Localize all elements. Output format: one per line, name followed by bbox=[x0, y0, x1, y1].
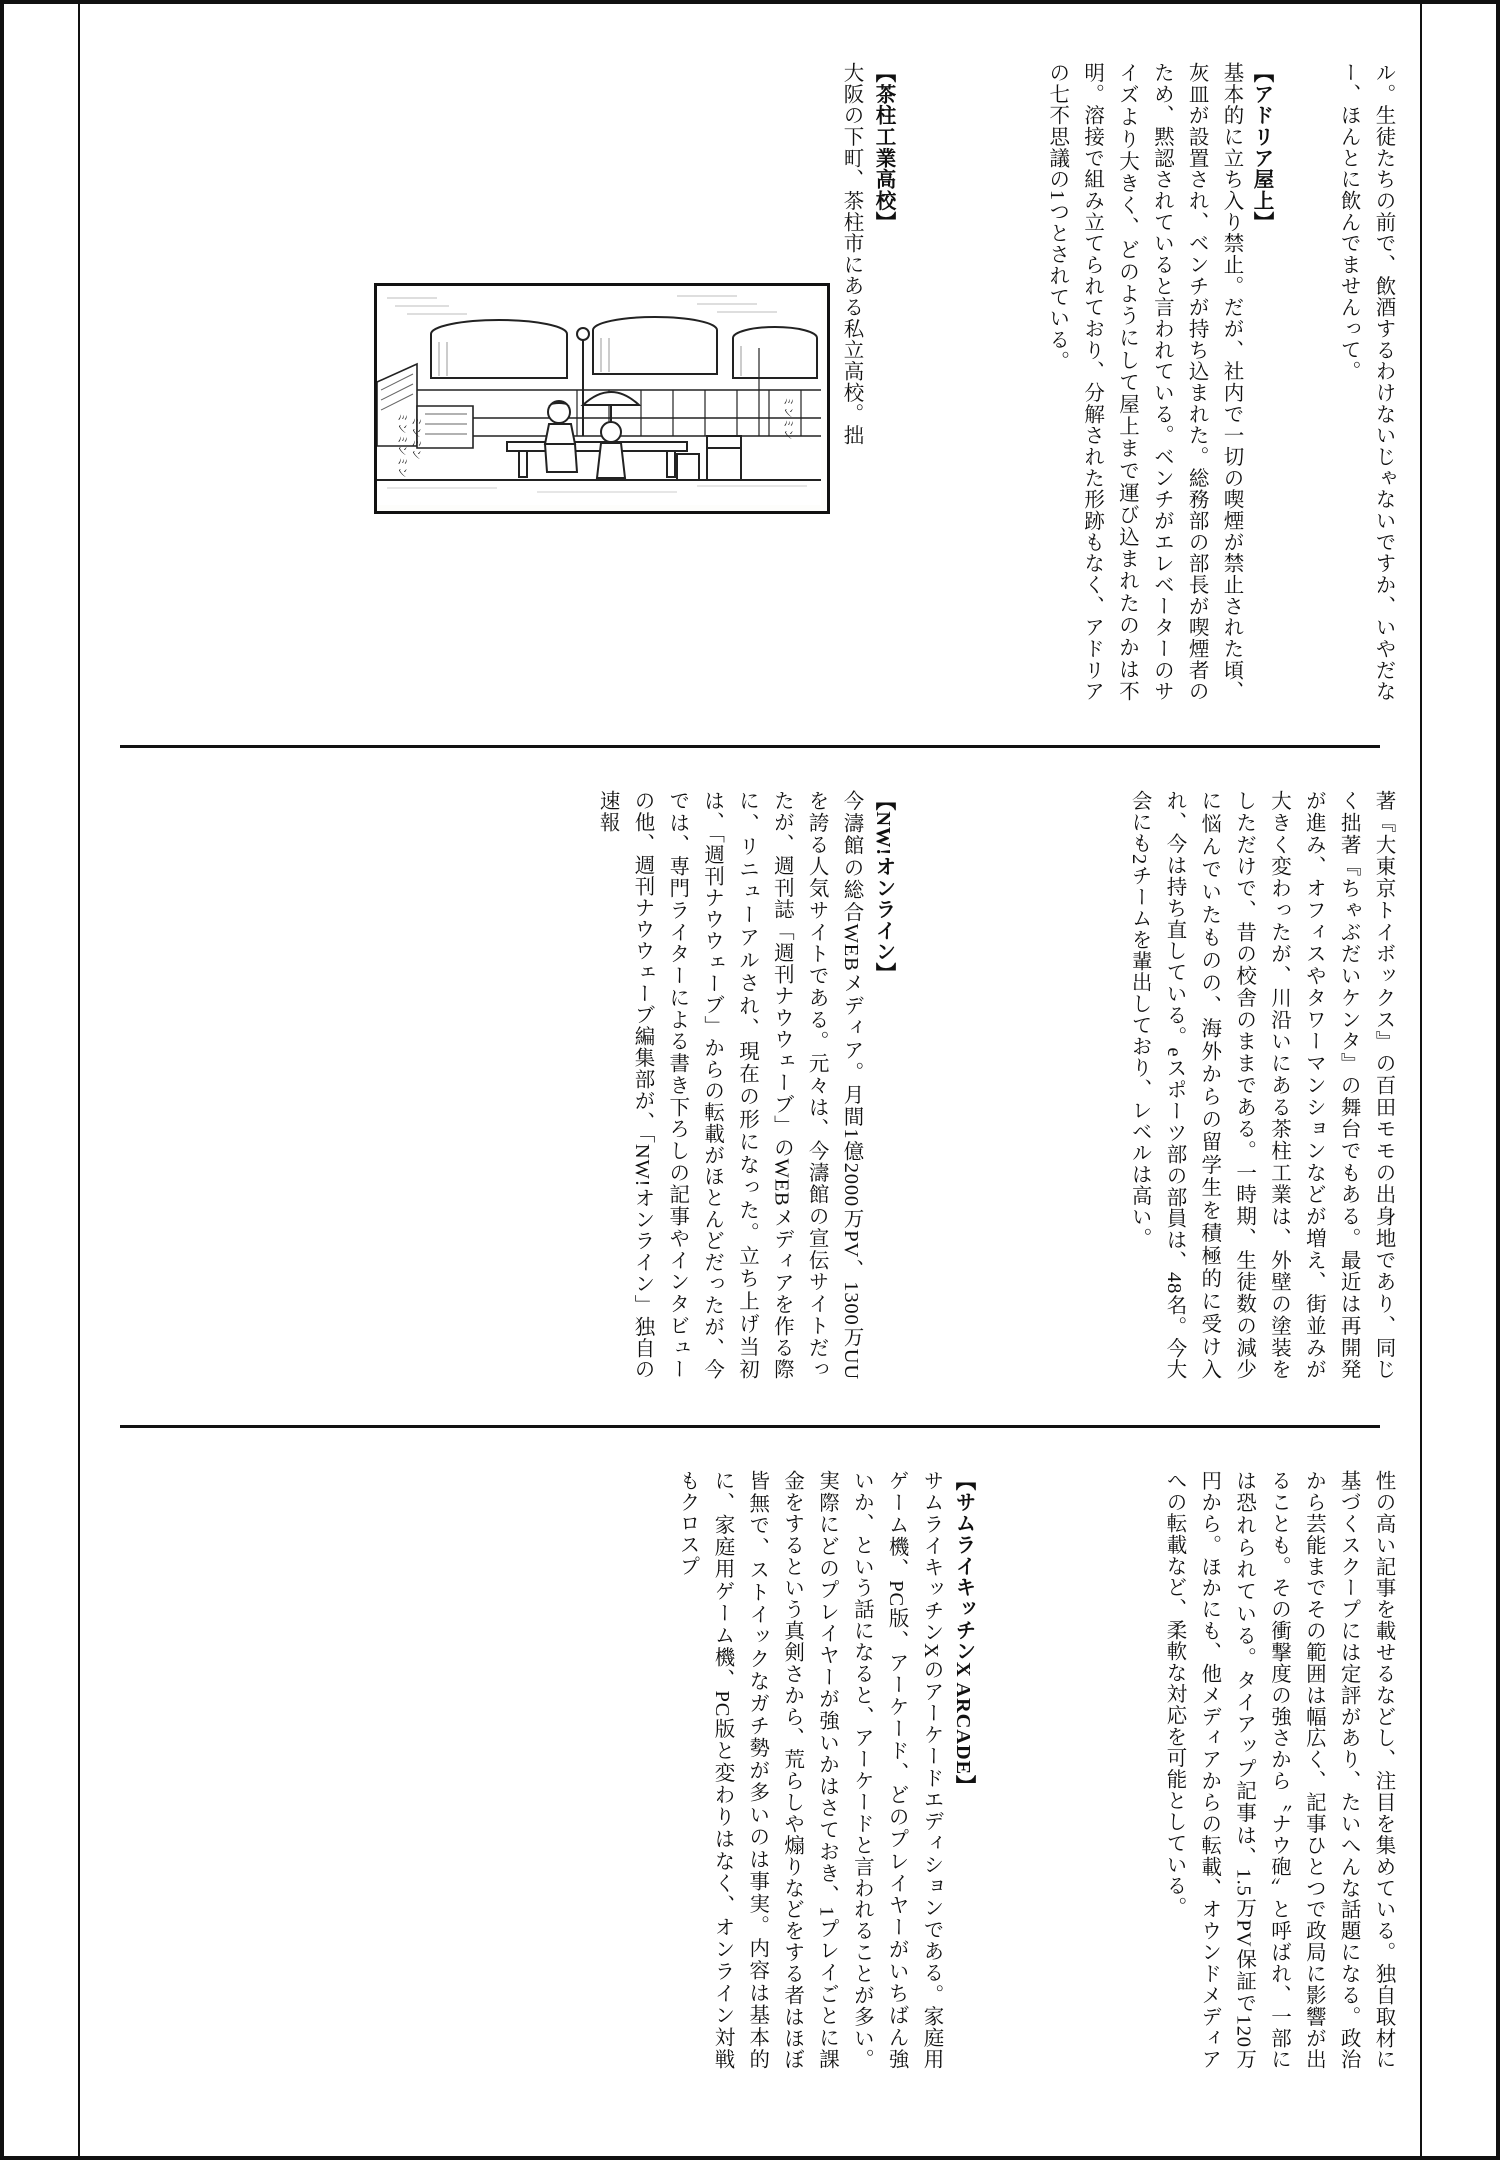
svg-text:ミンミンミン: ミンミンミン bbox=[396, 412, 408, 478]
section-3-body: サムライキッチンXのアーケードエディションである。家庭用ゲーム機、PC版、アーケード、どのプレイヤーがいちばん強いか、という話になると、アーケードと言われることが多い。実際にどのプレイヤーが強いかはさておき、1プレイごとに課金をするという真剣さから、荒らしや煽りなどをする者はほぼ皆無で、ストイックなガチ勢が多いのは事実。内容は基本的に、家庭用ゲーム機、PC版と変わりはなく、オンライン対戦もクロスプ bbox=[676, 1470, 942, 2070]
svg-text:ミンミン: ミンミン bbox=[410, 416, 422, 460]
page-frame-right bbox=[1496, 0, 1500, 2160]
page-frame-top bbox=[0, 0, 1500, 4]
section-divider-2 bbox=[120, 1425, 1380, 1428]
section-2-lead: 著『大東京トイボックス』の百田モモの出身地であり、同じく拙著『ちゃぶだいケンタ』の舞台でもある。最近は再開発が進み、オフィスやタワーマンションなどが増え、街並みが大きく変わったが、川沿いにある茶柱工業は、外壁の塗装をしただけで、昔の校舎のままである。一時期、生徒数の減少に悩んでいたものの、海外からの留学生を積極的に受け入れ、今は持ち直している。eスポーツ部の部員は、48名。今大会にも2チームを輩出しており、レベルは高い。 bbox=[1128, 790, 1394, 1380]
section-1-lead: ル。生徒たちの前で、飲酒するわけないじゃないですか、いやだなー、ほんとに飲んでませんって。 bbox=[1337, 62, 1394, 702]
section-2-heading: 【NW!オンライン】 bbox=[872, 790, 894, 984]
page-gutter-right bbox=[1420, 4, 1422, 2156]
page-frame-left bbox=[0, 0, 4, 2160]
section-1-heading: 【アドリア屋上】 bbox=[1250, 62, 1272, 233]
section-2-body: 今濤館の総合WEBメディア。月間1億2000万PV、1300万UUを誇る人気サイトである。元々は、今濤館の宣伝サイトだったが、週刊誌「週刊ナウウェーブ」のWEBメディアを作る際に、リニューアルされ、現在の形になった。立ち上げ当初は、「週刊ナウウェーブ」からの転載がほとんどだったが、今では、専門ライターによる書き下ろしの記事やインタビューの他、週刊ナウウェーブ編集部が、「NW!オンライン」独自の速報 bbox=[596, 790, 862, 1380]
section-1-body: 基本的に立ち入り禁止。だが、社内で一切の喫煙が禁止された頃、灰皿が設置され、ベンチが持ち込まれた。総務部の部長が喫煙者のため、黙認されていると言われている。ベンチがエレベーターのサイズより大きく、どのようにして屋上まで運び込まれたのかは不明。溶接で組み立てられており、分解された形跡もなく、アドリアの七不思議の1つとされている。 bbox=[1045, 62, 1242, 702]
page-gutter-left bbox=[78, 4, 80, 2156]
section-1-next-body: 大阪の下町、茶柱市にある私立高校。拙 bbox=[840, 62, 862, 446]
section-1-next-heading: 【茶柱工業高校】 bbox=[872, 62, 894, 233]
section-3-lead: 性の高い記事を載せるなどし、注目を集めている。独自取材に基づくスクープには定評があり、たいへんな話題になる。政治から芸能までその範囲は幅広く、記事ひとつで政局に影響が出ることも。その衝撃度の強さから〝ナウ砲〟と呼ばれ、一部には恐れられている。タイアップ記事は、1.5万PV保証で120万円から。ほかにも、他メディアからの転載、オウンドメディアへの転載など、柔軟な対応を可能としている。 bbox=[1162, 1470, 1394, 2070]
rooftop-illustration bbox=[374, 283, 830, 514]
section-3-heading: 【サムライキッチンX ARCADE】 bbox=[952, 1470, 974, 1797]
svg-text:ミンミン: ミンミン bbox=[782, 396, 794, 440]
section-divider-1 bbox=[120, 745, 1380, 748]
page-frame-bottom bbox=[0, 2156, 1500, 2160]
